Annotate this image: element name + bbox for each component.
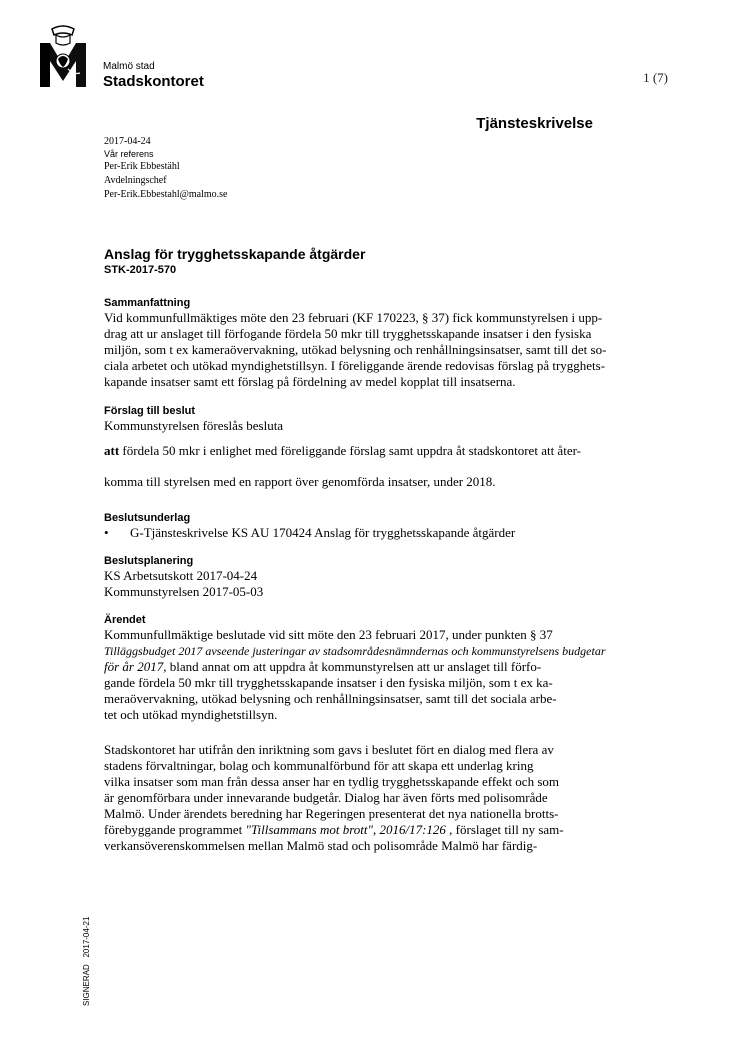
text-line: [104, 822, 636, 838]
signature-stamp: [82, 917, 91, 1006]
text-line: miljön, som t ex kameraövervakning, utökad belysning och renhållningsinsatser, samt till det so-: [104, 342, 607, 357]
list-item: Kommunstyrelsen 2017-05-03: [104, 584, 264, 599]
text-line: vilka insatser som man från dessa anser har en tydlig trygghetsskapande effekt och som: [104, 774, 559, 789]
attachment-title: G-Tjänsteskrivelse KS AU 170424 Anslag för trygghetsskapande åtgärder: [130, 525, 516, 540]
text-line: kapande insatser samt ett förslag på fördelning av medel kopplat till insatserna.: [104, 374, 516, 389]
paragraph: [104, 742, 636, 854]
malmo-coat-of-arms-logo: [38, 25, 88, 89]
italic-text: Tilläggsbudget 2017 avseende justeringar av stadsområdesnämndernas och kommunstyrelsens budgetar: [104, 644, 606, 658]
section-heading: Sammanfattning: [104, 297, 191, 309]
stamp-label: SIGNERAD: [82, 964, 91, 1006]
text-line: verkansöverenskommelsen mellan Malmö stad och polisområde Malmö har färdig-: [104, 838, 538, 853]
text-line: komma till styrelsen med en rapport över genomförda insatser, under 2018.: [104, 474, 496, 489]
section-arendet: [104, 614, 636, 854]
text-line: [104, 659, 636, 675]
section-beslutsplanering: [104, 555, 636, 600]
text-line: gande fördela 50 mkr till trygghetsskapande insatser i den fysiska miljön, som t ex ka-: [104, 675, 553, 690]
att-keyword: att: [104, 443, 120, 458]
bullet-icon: •: [104, 525, 109, 540]
section-forslag: [104, 405, 636, 490]
text-line: är genomförbara under innevarande budgetår. Dialog har även förts med polisområde: [104, 790, 548, 805]
section-heading: Ärendet: [104, 614, 146, 626]
list-item: KS Arbetsutskott 2017-04-24: [104, 568, 258, 583]
page-number: 1 (7): [643, 70, 668, 85]
document-body: [104, 246, 636, 854]
case-number: STK-2017-570: [104, 264, 177, 276]
stamp-date: 2017-04-21: [82, 916, 91, 958]
document-meta: [104, 135, 504, 202]
list-item: [104, 525, 636, 541]
section-beslutsunderlag: [104, 512, 636, 541]
document-type: Tjänsteskrivelse: [476, 115, 593, 132]
meta-date: 2017-04-24: [104, 136, 151, 147]
text-line: Malmö. Under ärendets beredning har Regeringen presenterat det nya nationella brotts-: [104, 806, 559, 821]
text-line: ciala arbetet och utökad myndighetstillsyn. I föreliggande ärende redovisas förslag på trygghets-: [104, 358, 606, 373]
italic-text: för år 2017,: [104, 659, 167, 674]
text-line: tet och utökad myndighetstillsyn.: [104, 707, 278, 722]
meta-role: Avdelningschef: [104, 175, 167, 186]
department-name: Stadskontoret: [103, 73, 204, 90]
text-line: Kommunfullmäktige beslutade vid sitt möte den 23 februari 2017, under punkten § 37: [104, 627, 553, 642]
organization-name: Malmö stad: [103, 61, 155, 72]
text-fragment: bland annat om att uppdra åt kommunstyrelsen att ur anslaget till förfo-: [166, 659, 542, 674]
text-line: stadens förvaltningar, bolag och kommunalförbund för att skapa ett underlag kring: [104, 758, 534, 773]
meta-reference-label: Vår referens: [104, 149, 154, 159]
section-sammanfattning: [104, 297, 636, 390]
text-line: Kommunstyrelsen föreslås besluta: [104, 418, 284, 433]
text-line: drag att ur anslaget till förfogande fördela 50 mkr till trygghetsskapande insatser i den fysiska: [104, 326, 592, 341]
text-line: Vid kommunfullmäktiges möte den 23 februari (KF 170223, § 37) fick kommunstyrelsen i upp-: [104, 310, 603, 325]
text-fragment: , förslaget till ny sam-: [445, 822, 564, 837]
meta-name: Per-Erik Ebbestähl: [104, 161, 180, 172]
italic-text: "Tillsammans mot brott", 2016/17:126: [245, 822, 446, 837]
text-fragment: förebyggande programmet: [104, 822, 246, 837]
decision-text: fördela 50 mkr i enlighet med föreliggande förslag samt uppdra åt stadskontoret att åter-: [119, 443, 581, 458]
text-line: [104, 643, 636, 659]
decision-line: [104, 443, 636, 459]
text-line: Stadskontoret har utifrån den inriktning som gavs i beslutet fört en dialog med flera av: [104, 742, 554, 757]
text-line: meraövervakning, utökad belysning och renhållningsinsatser, samt till det sociala arbe-: [104, 691, 557, 706]
section-heading: Beslutsplanering: [104, 555, 194, 567]
section-heading: Beslutsunderlag: [104, 512, 191, 524]
meta-email: Per-Erik.Ebbestahl@malmo.se: [104, 189, 228, 200]
document-title: Anslag för trygghetsskapande åtgärder: [104, 246, 366, 262]
section-heading: Förslag till beslut: [104, 405, 196, 417]
